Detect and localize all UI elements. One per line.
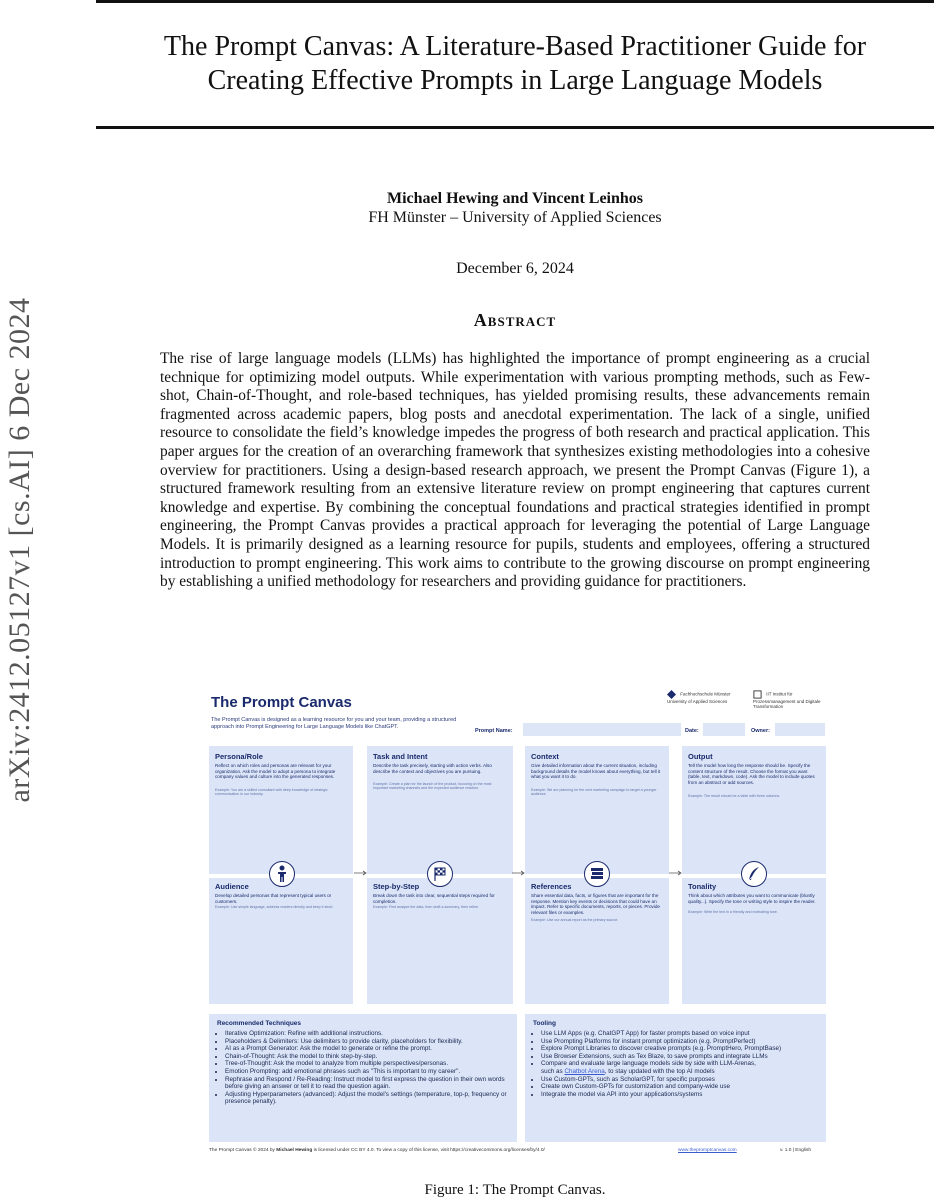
techniques-box: Recommended Techniques • Iterative Optimization: Refine with additional instructions. • Placeholders & Delimiters: Use delimiters to provide clarity, placeholders for flexibility. • AI as a Prompt Generator: Ask the model to generate or refine the prompt. • Chain-of-Thought: Ask the model to think step-by-step. • Tree-of-Thought: Ask the model to analyze from multiple perspectives/personas. • Emotion Prompting: add emotional phrases such as "This is important to my career". • Rephrase and Respond / Re-Reading: Instruct model to first express the question in their own words before giving an answer or tell it to read the question again. • Adjusting Hyperparameters (advanced): Adjust the model's settings (temperature, top-p, frequency or presence penalty). bbox=[209, 1014, 517, 1142]
list-item: • Placeholders & Delimiters: Use delimiters to provide clarity, placeholders for flexibility. bbox=[225, 1038, 515, 1046]
authors: Michael Hewing and Vincent Leinhos bbox=[386, 190, 644, 207]
list-item: • Adjusting Hyperparameters (advanced): Adjust the model's settings (temperature, top-p, frequency or presence penalty). bbox=[225, 1091, 515, 1106]
tooling-list bbox=[529, 1030, 826, 1098]
list-item: • Tree-of-Thought: Ask the model to analyze from multiple perspectives/personas. bbox=[225, 1060, 515, 1068]
book-stack-icon bbox=[584, 861, 610, 887]
tooling-box: Tooling • Use LLM Apps (e.g. ChatGPT App) for faster prompts based on voice input • Use Prompting Platforms for instant prompt optimization (e.g. PromptPerfect) • Explore Prompt Libraries to discover creative prompts (e.g. PromptHero, PromptBase) • Use Browser Extensions, such as Tex Blaze, to save prompts and integrate LLMs • Compare and evaluate large language models side by side with LLM-Arenas, such as Chatbot Arena, to stay updated with the top AI models • Use Custom-GPTs, such as ScholarGPT, for specific purposes • Create own Custom-GPTs for customization and company-wide use • Integrate the model via API into your applications/systems bbox=[525, 1014, 826, 1142]
iit-logo-icon bbox=[753, 690, 762, 699]
techniques-list bbox=[213, 1030, 515, 1106]
top-rule bbox=[96, 0, 934, 3]
list-item: • Compare and evaluate large language models side by side with LLM-Arenas, such as Chatbot Arena, to stay updated with the top AI models bbox=[541, 1060, 826, 1075]
context-box: Context Give detailed information about the current situation, including background details the model knows about everything, but tell it what you want it to do. Example: We are planning for the next marketing campaign to target a younger audience. bbox=[525, 746, 669, 874]
owner-label: Owner: bbox=[751, 728, 770, 734]
arrow-icon bbox=[512, 870, 526, 876]
persona-box: Persona/Role Reflect on which roles and personas are relevant for your organization. Ask the model to adopt a persona to integrate company values and culture into the generated responses. Example: You are a skilled consultant with deep knowledge of strategic communication in our industry. bbox=[209, 746, 353, 874]
fh-logo-icon bbox=[667, 690, 676, 699]
checkered-flag-icon bbox=[427, 861, 453, 887]
list-item: • Chain-of-Thought: Ask the model to think step-by-step. bbox=[225, 1053, 515, 1061]
abstract-heading: Abstract bbox=[473, 310, 557, 330]
audience-box: Audience Develop detailed personas that represent typical users or customers. Example: Use simple language, address readers directly and keep it short. bbox=[209, 878, 353, 1004]
list-item: • Use Custom-GPTs, such as ScholarGPT, for specific purposes bbox=[541, 1076, 826, 1084]
tonality-box: Tonality Think about which attributes you want to communicate (bluntly quality...). Specify the tone or writing style to inspire the reader. Example: Write the text in a friendly and motivating tone. bbox=[682, 878, 826, 1004]
task-intent-box: Task and Intent Describe the task precisely, starting with action verbs. Also describe the context and objectives you are pursuing. Example: Create a plan for the launch of the product, focusing on the most important marketing channels and the expected audience reaction. bbox=[367, 746, 513, 874]
list-item: • Integrate the model via API into your applications/systems bbox=[541, 1091, 826, 1099]
canvas-website-link[interactable]: www.thepromptcanvas.com bbox=[678, 1148, 737, 1153]
affiliation: FH Münster – University of Applied Sciences bbox=[368, 209, 662, 226]
date-label: Date: bbox=[685, 728, 699, 734]
canvas-subtitle: The Prompt Canvas is designed as a learning resource for you and your team, providing a structured approach into Prompt Engineering for Large Language Models like ChatGPT. bbox=[211, 717, 457, 730]
paper-date: December 6, 2024 bbox=[456, 260, 574, 277]
references-box: References Share essential data, facts, or figures that are important for the response. Mention key events or decisions that could have an impact. Refer to specific documents, reports, or pieces. Provide relevant files or examples. Example: Use our annual report as the primary source. bbox=[525, 878, 669, 1004]
output-box: Output Tell the model how long the response should be. Specify the content structure of the result. Choose the format you want (table, text, markdown, code). Ask the model to include quotes from an abstract or add sources. Example: The result should be a table with three columns. bbox=[682, 746, 826, 874]
list-item: • Use LLM Apps (e.g. ChatGPT App) for faster prompts based on voice input bbox=[541, 1030, 826, 1038]
prompt-name-label: Prompt Name: bbox=[475, 728, 513, 734]
paper-title: The Prompt Canvas: A Literature-Based Practitioner Guide for Creating Effective Prompts in Large Language Models bbox=[163, 31, 867, 96]
step-by-step-box: Step-by-Step Break down the task into clear, sequential steps required for completion. Example: First analyze the data, then draft a summary, then refine. bbox=[367, 878, 513, 1004]
arrow-icon bbox=[354, 870, 368, 876]
chatbot-arena-link[interactable]: Chatbot Arena bbox=[564, 1067, 605, 1075]
list-item: • Iterative Optimization: Refine with additional instructions. bbox=[225, 1030, 515, 1038]
list-item: • Explore Prompt Libraries to discover creative prompts (e.g. PromptHero, PromptBase) bbox=[541, 1045, 826, 1053]
person-icon bbox=[269, 861, 295, 887]
canvas-license: The Prompt Canvas © 2024 by Michael Hewing is licensed under CC BY 4.0. To view a copy of this license, visit https://creativecommons.org/licenses/by/4.0/ bbox=[209, 1148, 545, 1153]
fh-logo: Fachhochschule Münster University of Applied Sciences bbox=[667, 691, 731, 704]
date-field bbox=[703, 723, 745, 736]
arrow-icon bbox=[669, 870, 683, 876]
list-item: • Emotion Prompting: add emotional phrases such as "This is important to my career". bbox=[225, 1068, 515, 1076]
iit-logo: IIT Institut für Prozessmanagement und Digitale Transformation bbox=[753, 691, 821, 709]
list-item: • Use Browser Extensions, such as Tex Blaze, to save prompts and integrate LLMs bbox=[541, 1053, 826, 1061]
list-item: • Rephrase and Respond / Re-Reading: Instruct model to first express the question in their own words before giving an answer or tell it to read the question again. bbox=[225, 1076, 515, 1091]
canvas-title: The Prompt Canvas bbox=[211, 694, 352, 711]
prompt-name-field bbox=[523, 723, 681, 736]
prompt-canvas-figure bbox=[205, 690, 830, 1160]
list-item: • Create own Custom-GPTs for customization and company-wide use bbox=[541, 1083, 826, 1091]
owner-field bbox=[775, 723, 825, 736]
arxiv-stamp: arXiv:2412.05127v1 [cs.AI] 6 Dec 2024 bbox=[3, 297, 36, 803]
figure-caption: Figure 1: The Prompt Canvas. bbox=[424, 1182, 606, 1198]
list-item: • Use Prompting Platforms for instant prompt optimization (e.g. PromptPerfect) bbox=[541, 1038, 826, 1046]
abstract-text: The rise of large language models (LLMs) has highlighted the importance of prompt engineering as a crucial technique for optimizing model outputs. While experimentation with various prompting methods, such as Few-shot, Chain-of-Thought, and role-based techniques, has yielded promising results, these advancements remain fragmented across academic papers, blog posts and anecdotal experimentation. The lack of a single, unified resource to consolidate the field’s knowledge impedes the progress of both research and practical application. This paper argues for the creation of an overarching framework that synthesizes existing methodologies into a cohesive overview for practitioners. Using a design-based research approach, we present the Prompt Canvas (Figure 1), a structured framework resulting from an extensive literature review on prompt engineering that captures current knowledge and expertise. By combining the conceptual foundations and practical strategies identified in prompt engineering, the Prompt Canvas provides a practical approach for leveraging the potential of Large Language Models. It is primarily designed as a learning resource for pupils, students and employees, offering a structured introduction to prompt engineering. This work aims to contribute to the growing discourse on prompt engineering by establishing a unified methodology for researchers and providing guidance for practitioners. bbox=[160, 350, 870, 591]
title-rule bbox=[96, 126, 934, 129]
list-item: • AI as a Prompt Generator: Ask the model to generate or refine the prompt. bbox=[225, 1045, 515, 1053]
quill-icon bbox=[741, 861, 767, 887]
canvas-version: v. 1.0 | English bbox=[780, 1148, 812, 1153]
